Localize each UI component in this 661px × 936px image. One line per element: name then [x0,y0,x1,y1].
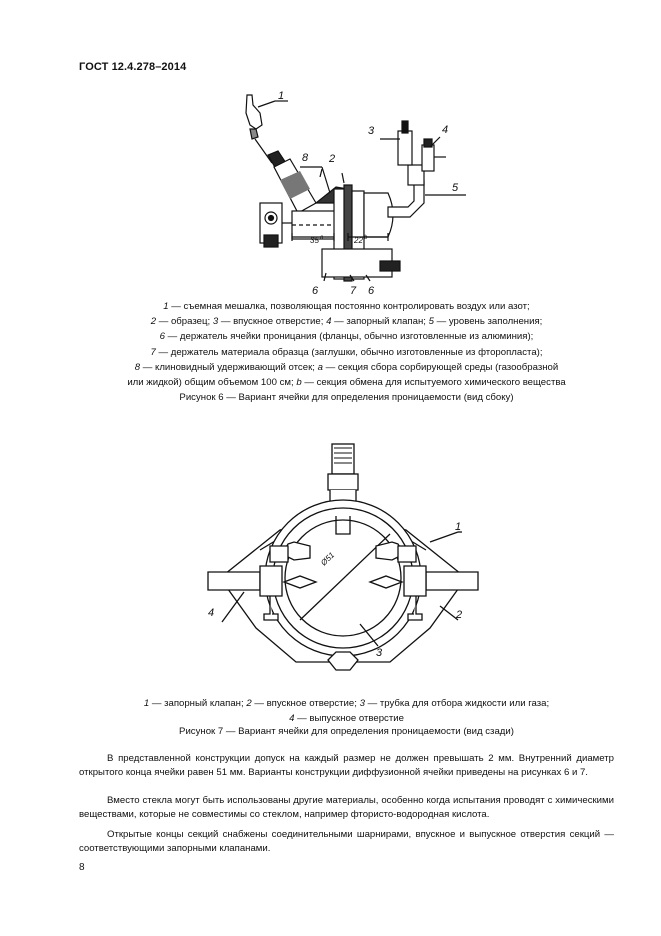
fig6-label-4: 4 [442,124,449,136]
figure-7-drawing [200,438,485,688]
body-paragraph-2: Вместо стекла могут быть использованы другие материалы, особенно когда испытания проводят с химическими веществами, которые не совместимы со стеклом, например фтористо-водородная кислота. [79,795,614,820]
fig6-dim-22: 22 [354,236,363,245]
legend-line: 8 — клиновидный удерживающий отсек; a — секция сбора сорбирующей среды (газообразной [134,361,559,373]
fig6-label-8: 8 [302,152,309,164]
legend-line: 1 — съемная мешалка, позволяющая постоянно контролировать воздух или азот; [163,301,530,312]
fig7-label-1: 1 [455,521,462,533]
legend-line: или жидкой) общим объемом 100 см; b — секция обмена для испытуемого химического вещества [127,377,566,389]
fig7-diameter-label: Ø51 [319,550,337,568]
document-header: ГОСТ 12.4.278–2014 [79,61,187,73]
page-number: 8 [79,862,85,873]
figure-6-title: Рисунок 6 — Вариант ячейки для определения проницаемости (вид сбоку) [179,392,514,403]
fig6-dim-35-sup: a [320,235,324,241]
fig7-label-2: 2 [456,609,463,621]
figure-7-legend [79,696,614,726]
fig6-label-5: 5 [452,182,459,194]
fig6-label-3: 3 [368,125,375,137]
fig6-label-1: 1 [278,90,285,102]
fig7-label-3: 3 [376,647,383,659]
legend-line: 1 — запорный клапан; 2 — впускное отверстие; 3 — трубка для отбора жидкости или газа; [143,698,550,709]
fig6-dim-22-sup: b [364,235,368,241]
legend-line: 6 — держатель ячейки проницания (фланцы, обычно изготовленные из алюминия); [159,331,534,343]
legend-line: 7 — держатель материала образца (заглушки, обычно изготовленные из фторопласта); [150,346,543,358]
legend-line: 2 — образец; 3 — впускное отверстие; 4 — запорный клапан; 5 — уровень заполнения; [150,316,543,328]
legend-line: 4 — выпускное отверстие [289,713,404,725]
fig6-label-2: 2 [329,153,336,165]
fig6-label-6a: 6 [312,285,319,297]
fig6-dim-35: 35 [310,236,319,245]
fig6-label-7: 7 [350,285,357,297]
figure-6-legend [79,299,614,390]
figure-7-title: Рисунок 7 — Вариант ячейки для определения проницаемости (вид сзади) [179,726,514,737]
fig6-label-6b: 6 [368,285,375,297]
body-paragraph-1: В представленной конструкции допуск на каждый размер не должен превышать 2 мм. Внутренний диаметр открытого конца ячейки равен 51 мм. Варианты конструкции диффузионной ячейки приведены на рисунках 6 и 7. [79,753,614,778]
fig7-label-4: 4 [208,607,215,619]
body-paragraph-3: Открытые концы секций снабжены соединительными шарнирами, впускное и выпускное отверстия секций — соответствующими запорными клапанами. [79,829,614,854]
figure-6-drawing [230,85,470,297]
